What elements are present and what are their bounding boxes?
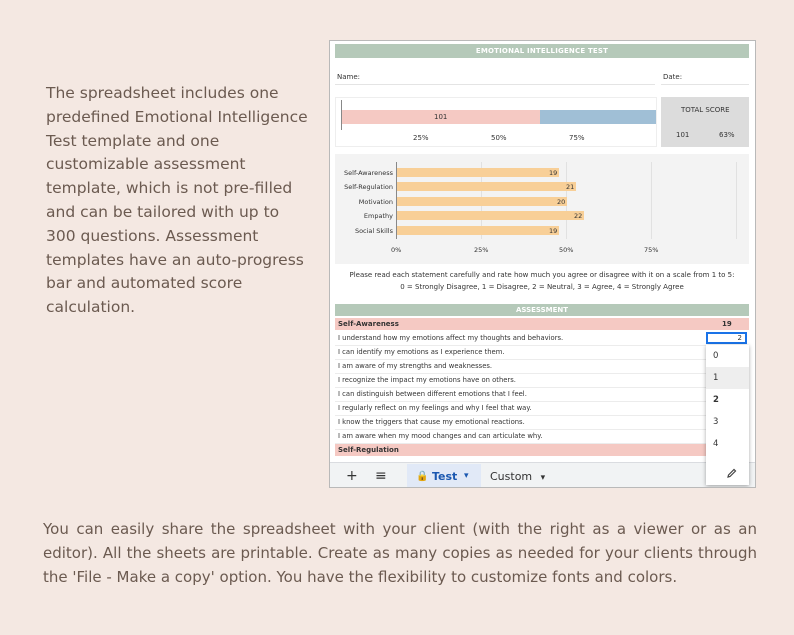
progress-value: 101 bbox=[434, 113, 448, 121]
progress-remaining bbox=[540, 110, 656, 124]
lock-icon: 🔒 bbox=[416, 471, 429, 482]
bottom-description: You can easily share the spreadsheet with your client (with the right as a viewer or as an editor). All the sheets are printable. Create as many copies as needed for your clients through the 'File - Make a copy' option. You have the flexibility to customize fonts and colors. bbox=[43, 520, 757, 586]
question-text: I am aware of my strengths and weaknesses. bbox=[338, 362, 493, 370]
section-row bbox=[335, 318, 749, 330]
chevron-down-icon[interactable]: ▾ bbox=[540, 473, 546, 483]
section-score: 19 bbox=[722, 320, 732, 328]
question-text: I can distinguish between different emotions that I feel. bbox=[338, 390, 527, 398]
category-value: 22 bbox=[574, 212, 583, 221]
question-row bbox=[335, 331, 749, 346]
answer-dropdown[interactable] bbox=[706, 345, 749, 485]
tab-test-label: Test bbox=[432, 470, 458, 483]
question-row bbox=[335, 401, 749, 416]
chevron-down-icon[interactable]: ▾ bbox=[464, 471, 469, 481]
total-score-percent: 63% bbox=[719, 131, 735, 139]
category-value: 19 bbox=[549, 169, 558, 177]
left-description: The spreadsheet includes one predefined Emotional Intelligence Test template and one customizable assessment template, which is not pre-filled and can be tailored with up to 300 questions. Assessment templates have an auto-progress bar and automated score calculation. bbox=[46, 84, 308, 317]
answer-cell-editing[interactable]: 2 bbox=[706, 332, 747, 344]
tab-custom[interactable] bbox=[490, 464, 545, 488]
category-tick: 25% bbox=[474, 246, 489, 254]
dropdown-option[interactable]: 3 bbox=[713, 417, 719, 427]
question-text: I know the triggers that cause my emotional reactions. bbox=[338, 418, 525, 426]
category-label: Social Skills bbox=[354, 226, 393, 235]
section-name: Self-Awareness bbox=[338, 320, 399, 328]
category-label: Motivation bbox=[358, 197, 393, 206]
category-label: Self-Regulation bbox=[344, 183, 393, 192]
category-tick: 0% bbox=[391, 246, 402, 254]
question-row bbox=[335, 429, 749, 444]
total-score-value: 101 bbox=[676, 131, 690, 139]
instructions-line2: 0 = Strongly Disagree, 1 = Disagree, 2 = Neutral, 3 = Agree, 4 = Strongly Agree bbox=[400, 283, 684, 291]
all-sheets-menu-button[interactable]: ≡ bbox=[375, 468, 387, 484]
category-value: 20 bbox=[557, 197, 566, 206]
add-sheet-button[interactable]: + bbox=[346, 468, 358, 484]
category-tick: 75% bbox=[644, 246, 659, 254]
date-label: Date: bbox=[663, 73, 683, 81]
question-text: I regularly reflect on my feelings and why I feel that way. bbox=[338, 404, 532, 412]
next-section-row bbox=[335, 444, 749, 456]
question-row bbox=[335, 415, 749, 430]
question-row bbox=[335, 345, 749, 360]
question-text: I am aware when my mood changes and can articulate why. bbox=[338, 432, 543, 440]
progress-tick: 75% bbox=[569, 134, 585, 142]
instructions bbox=[335, 269, 749, 293]
category-label: Empathy bbox=[363, 212, 393, 221]
category-bar bbox=[397, 168, 559, 177]
spreadsheet-screenshot bbox=[329, 40, 756, 488]
question-row bbox=[335, 387, 749, 402]
sheet-title: EMOTIONAL INTELLIGENCE TEST bbox=[335, 44, 749, 58]
category-bar bbox=[397, 182, 576, 191]
question-row bbox=[335, 359, 749, 374]
progress-tick: 50% bbox=[491, 134, 507, 142]
name-label: Name: bbox=[337, 73, 361, 81]
edit-pencil-icon[interactable] bbox=[726, 464, 738, 483]
question-text: I recognize the impact my emotions have on others. bbox=[338, 376, 516, 384]
dropdown-option[interactable]: 1 bbox=[706, 367, 749, 389]
category-bar bbox=[397, 197, 567, 206]
category-value: 19 bbox=[549, 226, 558, 235]
progress-tick: 25% bbox=[413, 134, 429, 142]
total-score-panel bbox=[661, 97, 749, 147]
total-score-label: TOTAL SCORE bbox=[681, 106, 730, 114]
question-row bbox=[335, 373, 749, 388]
dropdown-option[interactable]: 0 bbox=[713, 351, 719, 361]
tab-test[interactable] bbox=[407, 464, 481, 488]
assessment-header: ASSESSMENT bbox=[335, 304, 749, 316]
sheet-tab-bar bbox=[330, 462, 756, 488]
category-bar bbox=[397, 226, 559, 235]
category-value: 21 bbox=[566, 183, 575, 192]
question-text: I can identify my emotions as I experience them. bbox=[338, 348, 505, 356]
category-label: Self-Awareness bbox=[344, 169, 393, 177]
dropdown-option[interactable]: 2 bbox=[713, 395, 719, 405]
tab-custom-label: Custom bbox=[490, 470, 533, 483]
category-tick: 50% bbox=[559, 246, 574, 254]
category-chart bbox=[335, 154, 749, 264]
instructions-line1: Please read each statement carefully and rate how much you agree or disagree with it on a scale from 1 to 5: bbox=[349, 271, 735, 279]
next-section-name: Self-Regulation bbox=[338, 446, 399, 454]
question-text: I understand how my emotions affect my thoughts and behaviors. bbox=[338, 334, 564, 342]
category-bar bbox=[397, 211, 584, 220]
progress-panel bbox=[335, 97, 657, 147]
dropdown-option[interactable]: 4 bbox=[713, 439, 719, 449]
